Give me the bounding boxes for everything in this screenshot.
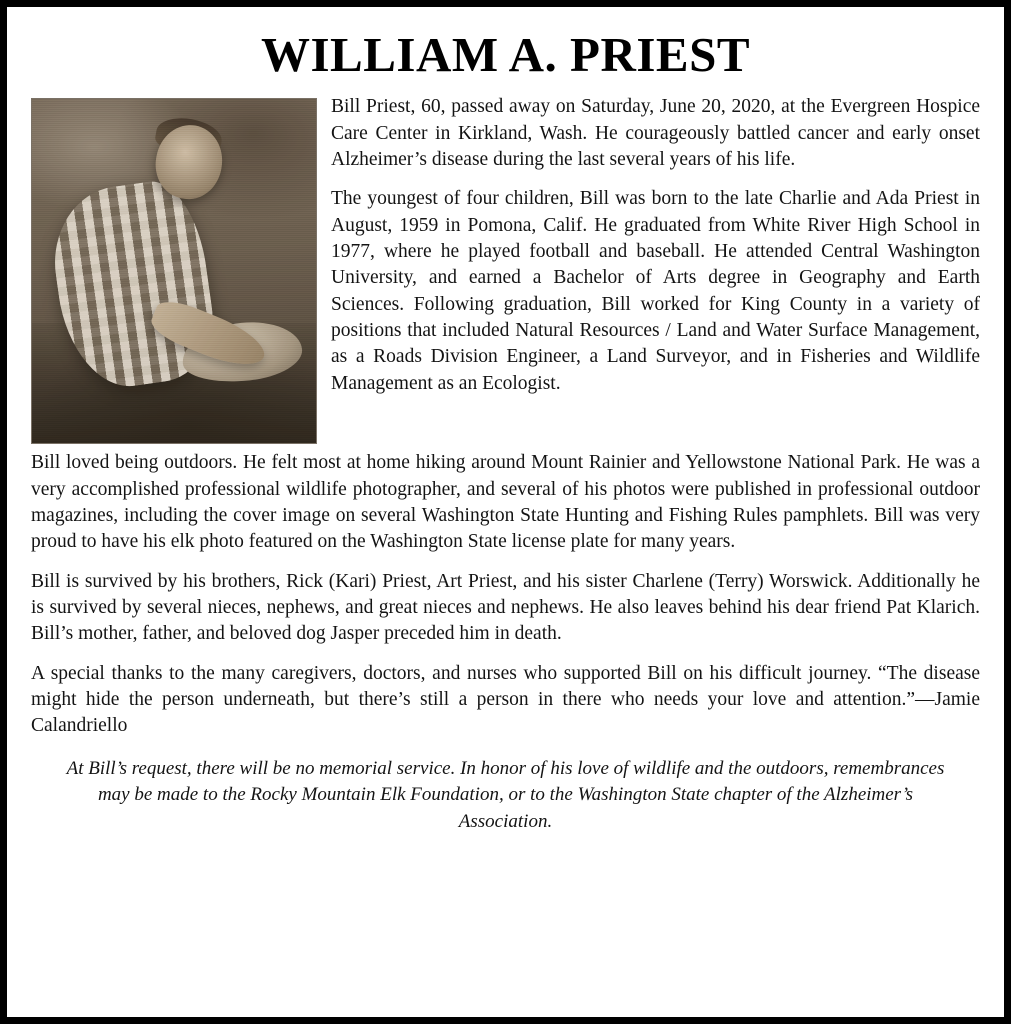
photo-grain-overlay (32, 99, 316, 443)
page-title: WILLIAM A. PRIEST (260, 27, 751, 82)
obituary-paragraph-4: Bill is survived by his brothers, Rick (Kari) Priest, Art Priest, and his sister Charlene (Terry) Worswick. Additionally he is survived by several nieces, nephews, and great nieces and nephews. He also leaves behind his dear friend Pat Klarich. Bill’s mother, father, and beloved dog Jasper preceded him in death. (31, 570, 980, 645)
obituary-content (25, 21, 986, 1007)
portrait-photo (31, 98, 317, 444)
obituary-paragraph-3: Bill loved being outdoors. He felt most at home hiking around Mount Rainier and Yellowstone National Park. He was a very accomplished professional wildlife photographer, and several of his photos were published in professional outdoor magazines, including the cover image on several Washington State Hunting and Fishing Rules pamphlets. Bill was very proud to have his elk photo featured on the Washington State license plate for many years. (31, 452, 980, 553)
closing-note: At Bill’s request, there will be no memorial service. In honor of his love of wildlife and the outdoors, remembrances may be made to the Rocky Mountain Elk Foundation, or to the Washington State chapter of the Alzheimer’s Association. (66, 757, 945, 832)
obituary-paragraph-2: The youngest of four children, Bill was born to the late Charlie and Ada Priest in August, 1959 in Pomona, Calif. He graduated from White River High School in 1977, where he played football and baseball. He attended Central Washington University, and earned a Bachelor of Arts degree in Geography and Earth Sciences. Following graduation, Bill worked for King County in a variety of positions that included Natural Resources / Land and Water Surface Management, as a Roads Division Engineer, a Land Surveyor, and in Fisheries and Wildlife Management as an Ecologist. (331, 188, 980, 394)
obituary-paragraph-5: A special thanks to the many caregivers, doctors, and nurses who supported Bill on his difficult journey. “The disease might hide the person underneath, but there’s still a person in there who needs your love and attention.”—Jamie Calandriello (31, 662, 980, 737)
obituary-paragraph-1: Bill Priest, 60, passed away on Saturday, June 20, 2020, at the Evergreen Hospice Care Center in Kirkland, Wash. He courageously battled cancer and early onset Alzheimer’s disease during the last several years of his life. (331, 96, 980, 171)
